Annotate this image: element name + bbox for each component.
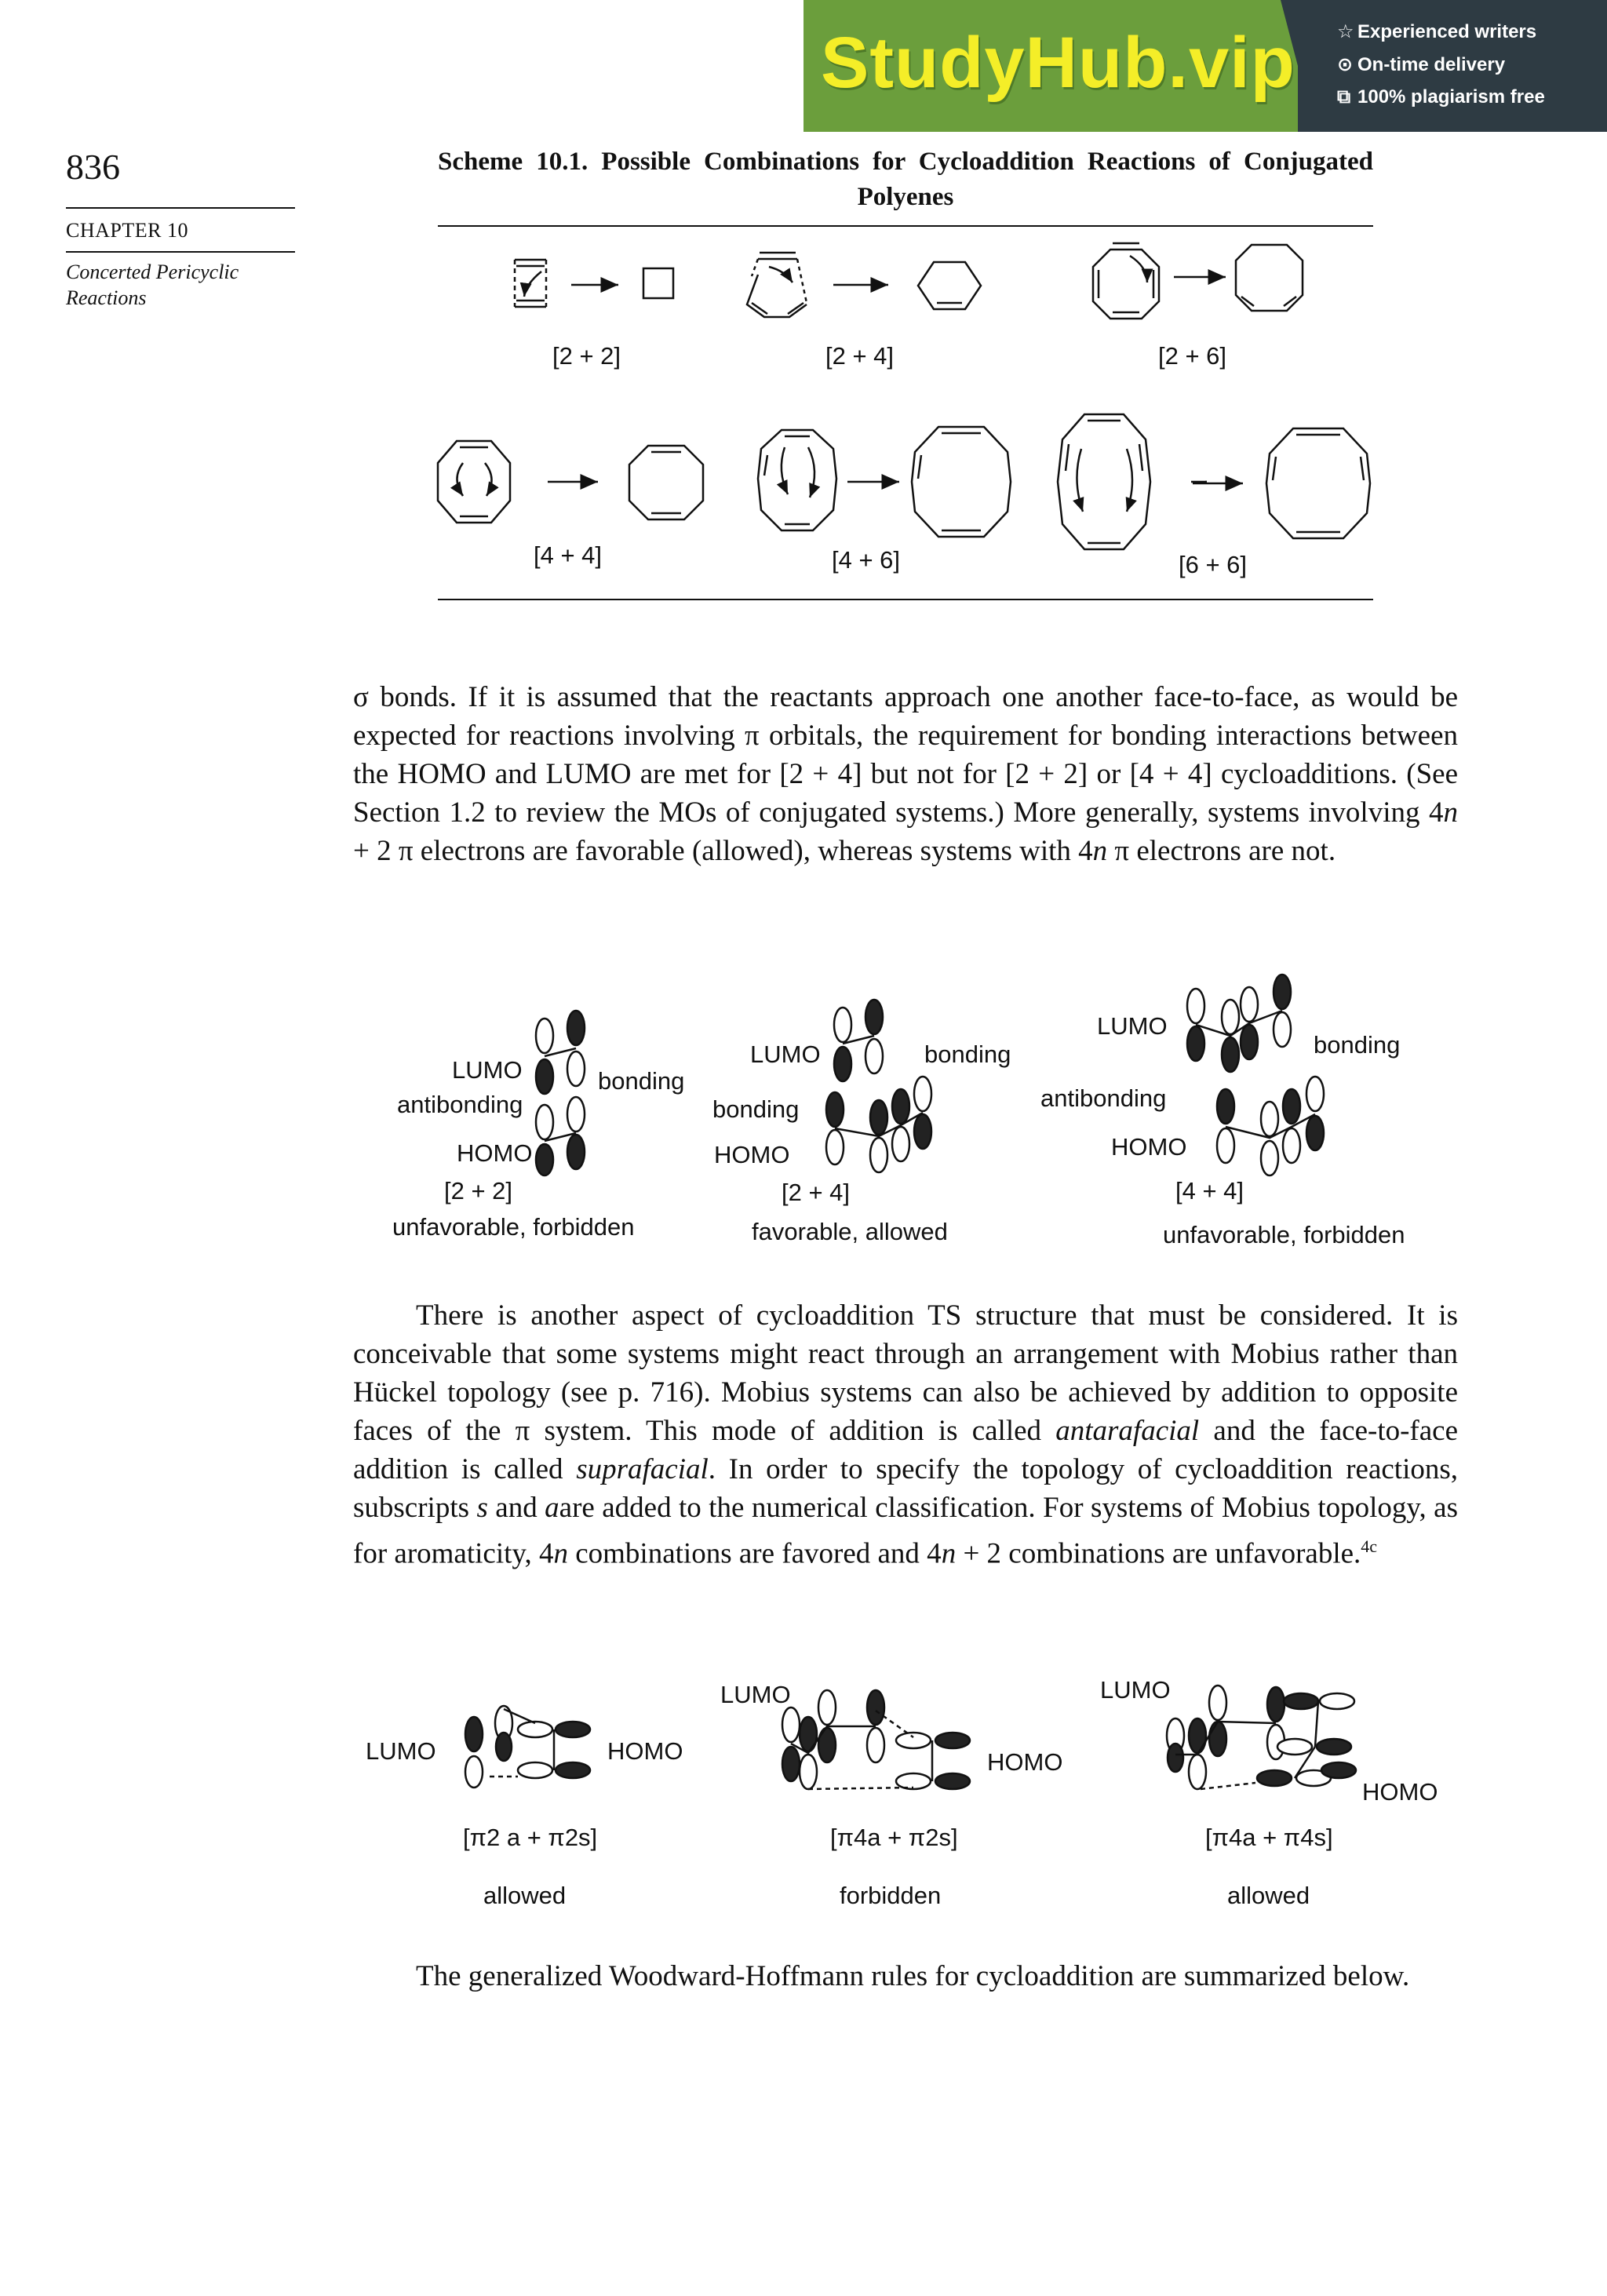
fig1-p2-bonding-right: bonding [924,1040,1011,1068]
copy-icon: ⧉ [1337,86,1351,108]
clock-icon: ⊙ [1337,54,1354,75]
scheme-label-2-2: [2 + 2] [552,342,621,370]
scheme-label-4-6: [4 + 6] [832,546,901,574]
scheme-label-6-6: [6 + 6] [1179,551,1248,578]
fig1-p1-verdict: unfavorable, forbidden [392,1213,635,1241]
fig2-p1-verdict: allowed [483,1882,567,1909]
fig1-p1-bonding: bonding [598,1067,685,1095]
fig1-p3-bonding: bonding [1314,1031,1401,1059]
page-number: 836 [66,147,120,187]
fig2-p3-formula: [π4a + π4s] [1205,1824,1333,1851]
fig1-p3-type: [4 + 4] [1175,1177,1244,1204]
fig1-p1-antibonding: antibonding [397,1091,523,1118]
fig1-p2-type: [2 + 4] [782,1179,851,1206]
scheme-label-4-4: [4 + 4] [534,541,603,569]
fig1-p1-lumo: LUMO [452,1056,523,1084]
fig1-p2-lumo: LUMO [750,1040,821,1068]
feature-plagiarism-free: ⧉ 100% plagiarism free [1337,86,1545,108]
paragraph-1: σ bonds. If it is assumed that the reactants approach one another face-to-face, as would be expected for reactions involving π orbitals, the requirement for bonding interactions between the HOMO and LUMO are met for [2 + 4] but not for [2 + 2] or [4 + 4] cycloadditions. (See Section 1.2 to review the MOs of conjugated systems.) More generally, systems involving 4n + 2 π electrons are favorable (allowed), whereas systems with 4n π electrons are not. [353,681,1458,867]
fig2-p3-homo: HOMO [1362,1778,1438,1806]
scheme-label-2-4: [2 + 4] [825,342,895,370]
fig2-p2-formula: [π4a + π2s] [830,1824,958,1851]
fig1-p2-verdict: favorable, allowed [752,1218,948,1245]
running-title: Concerted Pericyclic Reactions [66,261,239,309]
fig2-p3-verdict: allowed [1227,1882,1310,1909]
fig1-p3-antibonding: antibonding [1040,1084,1167,1112]
feature-on-time-delivery: ⊙ On-time delivery [1337,54,1506,75]
chapter-label: CHAPTER 10 [66,219,188,242]
fig2-p2-homo: HOMO [987,1748,1063,1776]
fig1-p3-verdict: unfavorable, forbidden [1163,1221,1405,1248]
fig1-p1-type: [2 + 2] [444,1177,513,1204]
fig2-p1-lumo: LUMO [366,1737,436,1765]
fig1-p2-homo: HOMO [714,1141,790,1168]
scheme-title: Scheme 10.1. Possible Combinations for Cycloaddition Reactions of Conjugated Polyenes [438,148,1373,211]
fig1-p2-bonding-left: bonding [712,1095,800,1123]
star-icon: ☆ [1337,21,1354,42]
reference-4c[interactable]: 4c [1361,1536,1378,1556]
studyhub-logo[interactable]: StudyHub.vip [821,23,1295,103]
fig2-p1-homo: HOMO [607,1737,683,1765]
orbital-diagram-pi4a-pi2s [782,1690,970,1789]
fig2-p2-verdict: forbidden [840,1882,942,1909]
paragraph-3: The generalized Woodward-Hoffmann rules for cycloaddition are summarized below. [416,1960,1410,1992]
scheme-label-2-6: [2 + 6] [1158,342,1227,370]
fig1-p3-lumo: LUMO [1097,1012,1168,1040]
fig2-p3-lumo: LUMO [1100,1676,1171,1704]
fig2-p2-lumo: LUMO [720,1681,791,1708]
fig1-p3-homo: HOMO [1111,1133,1187,1161]
fig1-p1-homo: HOMO [457,1139,533,1167]
orbital-diagram-pi4a-pi4s [1167,1686,1356,1789]
feature-experienced-writers: ☆ Experienced writers [1337,21,1537,42]
paragraph-2: There is another aspect of cycloaddition TS structure that must be considered. It is conceivable that some systems might react through an arrangement with Mobius rather than Hückel topology (see p. 716). Mobius systems can also be achieved by addition to opposite faces of the π system. This mode of addition is called antarafacial and the face-to-face addition is called suprafacial. In order to specify the topology of cycloaddition reactions, subscripts s and aare added to the numerical classification. For systems of Mobius topology, as for aromaticity, 4n combinations are favored and 4n + 2 combinations are unfavorable.$^{4c}$ [353,1299,1459,1570]
fig2-p1-formula: [π2 a + π2s] [463,1824,598,1851]
orbital-diagram-pi2a-pi2s [465,1706,590,1788]
